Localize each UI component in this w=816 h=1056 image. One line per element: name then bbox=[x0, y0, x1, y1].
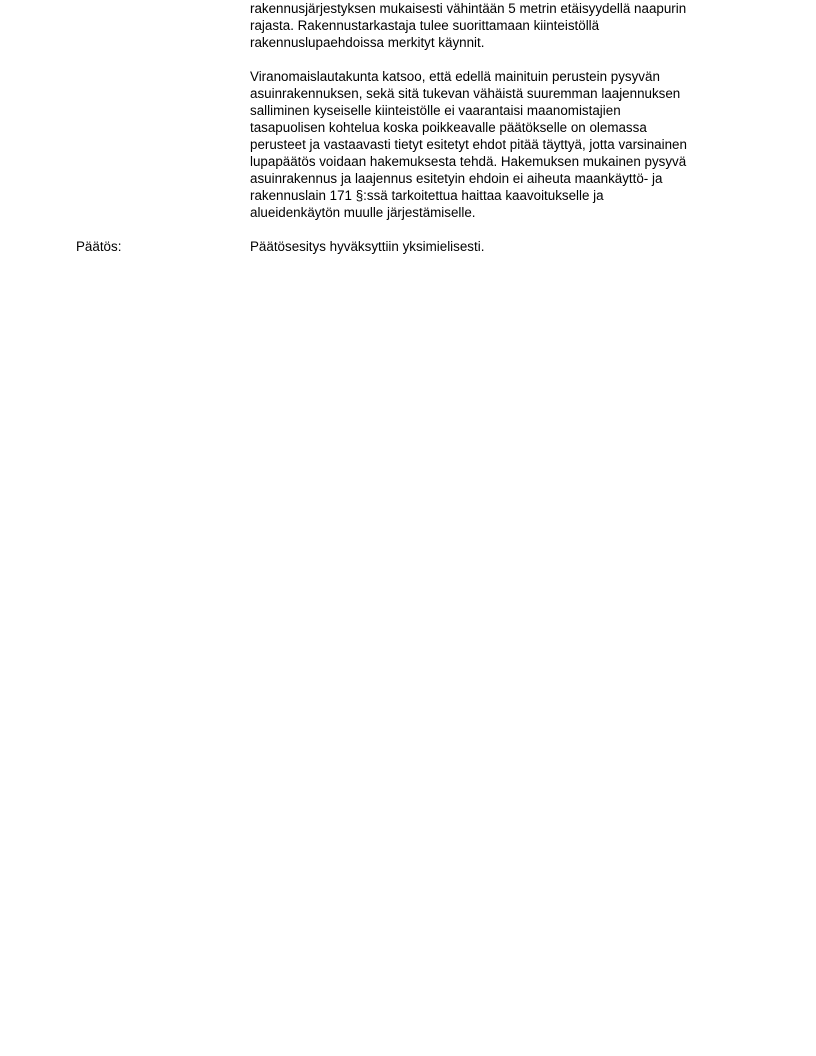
decision-text: Päätösesitys hyväksyttiin yksimielisesti. bbox=[250, 239, 485, 254]
paragraph-line: asuinrakennus ja laajennus esitetyin ehdoin ei aiheuta maankäyttö- ja bbox=[250, 171, 663, 186]
paragraph-line: rajasta. Rakennustarkastaja tulee suorittamaan kiinteistöllä bbox=[250, 18, 600, 33]
paragraph-line: lupapäätös voidaan hakemuksesta tehdä. Hakemuksen mukainen pysyvä bbox=[250, 154, 687, 169]
paragraph-line: perusteet ja vastaavasti tietyt esitetyt ehdot pitää täyttyä, jotta varsinainen bbox=[250, 137, 687, 152]
decision-label: Päätös: bbox=[76, 239, 122, 254]
paragraph-line: rakennusjärjestyksen mukaisesti vähintään 5 metrin etäisyydellä naapurin bbox=[250, 1, 687, 16]
paragraph-line: rakennuslain 171 §:ssä tarkoitettua haittaa kaavoitukselle ja bbox=[250, 188, 604, 203]
paragraph-line: asuinrakennuksen, sekä sitä tukevan vähäistä suuremman laajennuksen bbox=[250, 86, 681, 101]
paragraph-line: alueidenkäytön muulle järjestämiselle. bbox=[250, 205, 476, 220]
paragraph-line: salliminen kyseiselle kiinteistölle ei vaarantaisi maanomistajien bbox=[250, 103, 621, 118]
paragraph-line: Viranomaislautakunta katsoo, että edellä mainituin perustein pysyvän bbox=[250, 69, 660, 84]
paragraph-line: tasapuolisen kohtelua koska poikkeavalle päätökselle on olemassa bbox=[250, 120, 647, 135]
paragraph-line: rakennuslupaehdoissa merkityt käynnit. bbox=[250, 35, 485, 50]
